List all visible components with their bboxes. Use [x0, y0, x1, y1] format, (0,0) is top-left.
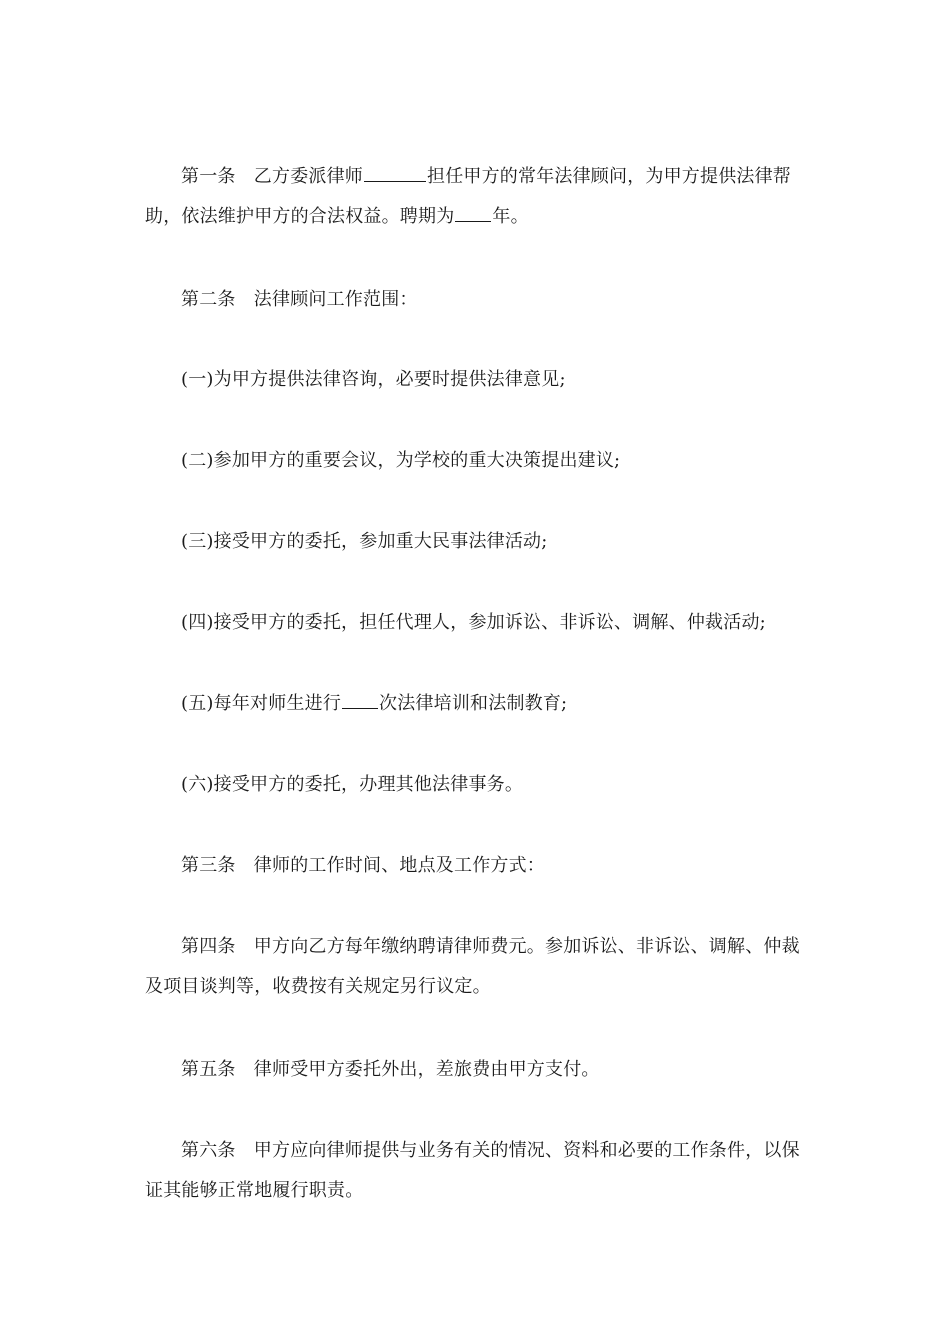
item-1-paragraph: (一)为甲方提供法律咨询，必要时提供法律意见;	[181, 369, 566, 390]
item-5-paragraph	[145, 684, 810, 724]
item-6-paragraph: (六)接受甲方的委托，办理其他法律事务。	[181, 774, 524, 795]
article-1-text-before: 第一条 乙方委派律师	[181, 166, 363, 187]
article-5-paragraph: 第五条 律师受甲方委托外出，差旅费由甲方支付。	[181, 1059, 600, 1080]
item-5-text-after: 次法律培训和法制教育;	[379, 693, 568, 714]
item-2-paragraph: (二)参加甲方的重要会议，为学校的重大决策提出建议;	[181, 450, 621, 471]
item-4-paragraph: (四)接受甲方的委托，担任代理人，参加诉讼、非诉讼、调解、仲裁活动;	[181, 612, 766, 633]
item-5-text-before: (五)每年对师生进行	[181, 693, 342, 714]
article-1-paragraph	[145, 157, 810, 237]
article-3-paragraph: 第三条 律师的工作时间、地点及工作方式：	[181, 855, 545, 876]
article-1-text-middle: 担任甲方的常年法律顾问，为甲方提供法律帮助，依法维护甲方的合法权益。聘期为	[145, 166, 791, 227]
lawyer-name-blank	[364, 163, 426, 182]
article-2-paragraph: 第二条 法律顾问工作范围：	[181, 289, 418, 310]
term-years-blank	[455, 203, 491, 222]
training-count-blank	[342, 690, 378, 709]
item-3-paragraph: (三)接受甲方的委托，参加重大民事法律活动;	[181, 531, 548, 552]
article-6-paragraph: 第六条 甲方应向律师提供与业务有关的情况、资料和必要的工作条件，以保证其能够正常地履行职责。	[145, 1140, 800, 1201]
article-1-text-after: 年。	[492, 206, 529, 227]
article-4-paragraph: 第四条 甲方向乙方每年缴纳聘请律师费元。参加诉讼、非诉讼、调解、仲裁及项目谈判等，收费按有关规定另行议定。	[145, 936, 800, 997]
